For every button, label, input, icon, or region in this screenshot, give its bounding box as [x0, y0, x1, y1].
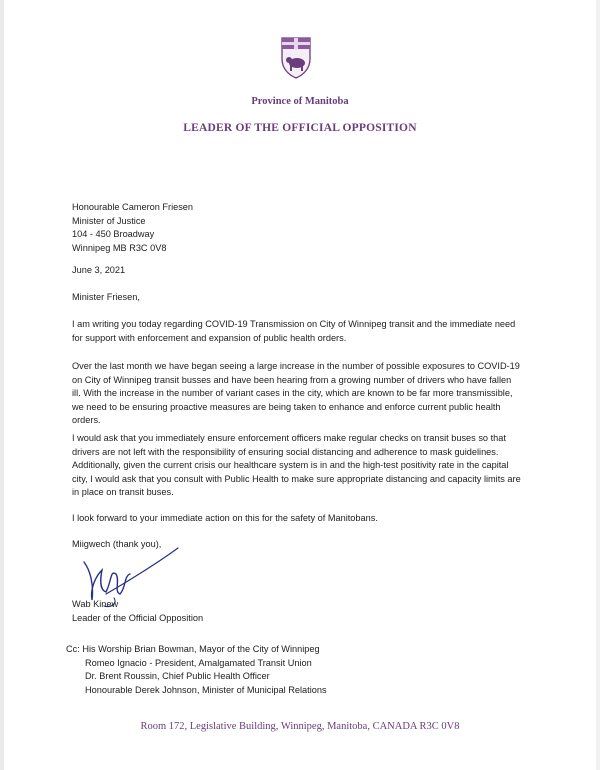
- signer-block: [72, 598, 203, 625]
- body-paragraph: I am writing you today regarding COVID-19 Transmission on City of Winnipeg transit and the immediate need for support with enforcement and expansion of public health orders.: [72, 319, 516, 343]
- recipient-address-line: 104 - 450 Broadway: [72, 229, 155, 240]
- recipient-title: Minister of Justice: [72, 215, 146, 226]
- letterhead-footer-address: Room 172, Legislative Building, Winnipeg, Manitoba, CANADA R3C 0V8: [140, 721, 460, 732]
- letterhead-office: LEADER OF THE OFFICIAL OPPOSITION: [183, 122, 417, 134]
- recipient-address-block: [72, 201, 193, 255]
- recipient-address-line: Winnipeg MB R3C 0V8: [72, 242, 167, 253]
- cc-line: Honourable Derek Johnson, Minister of Municipal Relations: [85, 684, 327, 695]
- body-paragraph: I look forward to your immediate action on this for the safety of Manitobans.: [72, 513, 378, 523]
- cc-list: [66, 643, 327, 697]
- letterhead-province: Province of Manitoba: [251, 96, 349, 107]
- signer-title: Leader of the Official Opposition: [72, 612, 204, 623]
- manitoba-coat-of-arms-crest: [279, 35, 313, 79]
- body-paragraph: Over the last month we have began seeing a large increase in the number of possible exposures to COVID-19 on City of Winnipeg transit busses and have been hearing from a growing number of drivers who have fallen ill. With the increase in the number of variant cases in the city, which are known to be far more transmissible, we need to be ensuring proactive measures are being taken to enhance and enforce current public health orders.: [72, 361, 520, 426]
- letter-date: June 3, 2021: [72, 265, 126, 275]
- cc-line: Romeo Ignacio - President, Amalgamated Transit Union: [85, 657, 312, 668]
- closing-line: Miigwech (thank you),: [72, 539, 162, 549]
- signer-name: Wab Kinew: [72, 599, 119, 609]
- body-paragraph: I would ask that you immediately ensure enforcement officers make regular checks on transit buses so that drivers are not left with the responsibility of ensuring social distancing and adherence to mask guidelines. Additionally, given the current crisis our healthcare system is in and the high-test positivity rate in the capital city, I would ask that you consult with Public Health to make sure appropriate distancing and capacity limits are in place on transit buses.: [72, 433, 521, 498]
- cc-line: Cc: His Worship Brian Bowman, Mayor of the City of Winnipeg: [66, 644, 320, 654]
- salutation: Minister Friesen,: [72, 292, 140, 302]
- cc-line: Dr. Brent Roussin, Chief Public Health Officer: [85, 671, 270, 682]
- recipient-name: Honourable Cameron Friesen: [72, 202, 194, 212]
